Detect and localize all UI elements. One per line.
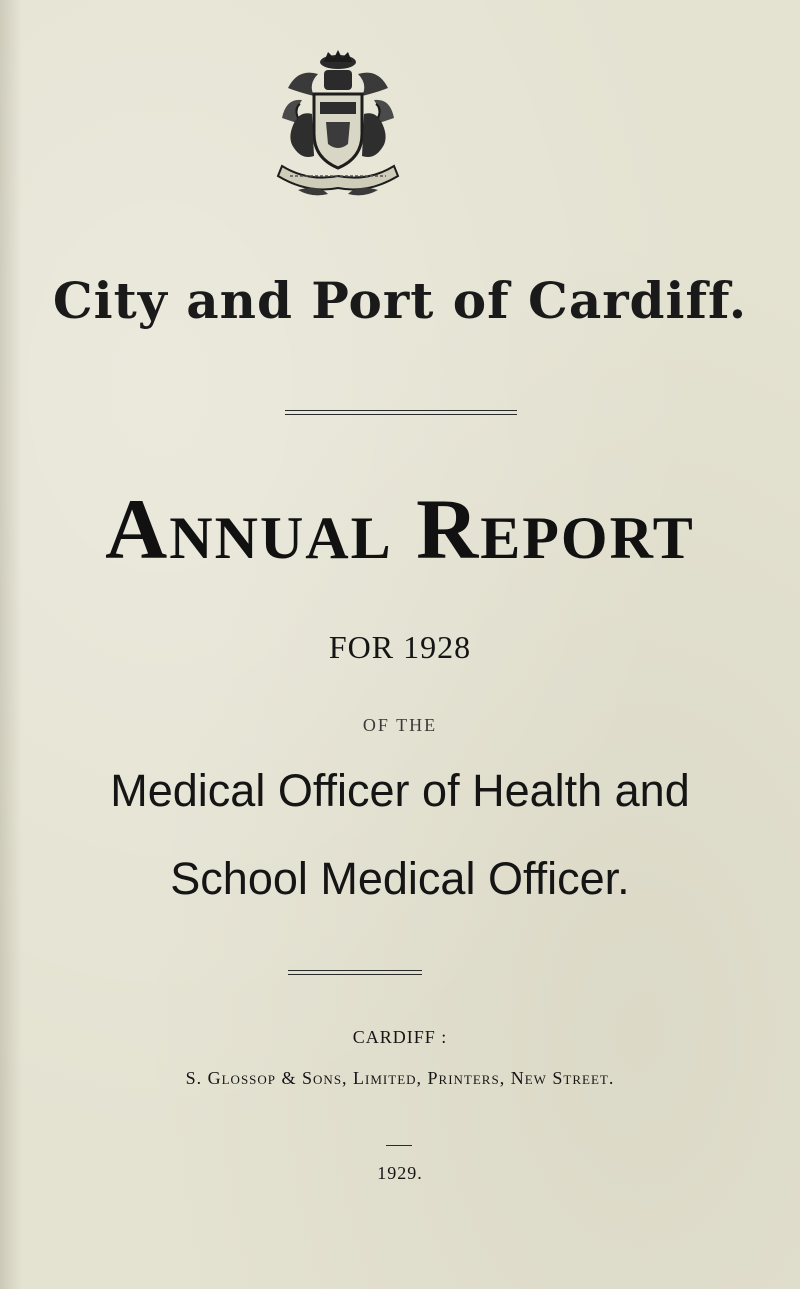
coat-of-arms-icon	[268, 48, 408, 198]
imprint-printer: S. Glossop & Sons, Limited, Printers, New Street.	[185, 1068, 615, 1088]
imprint-year: 1929.	[377, 1163, 423, 1183]
report-year: FOR 1928	[328, 629, 472, 665]
city-title: City and Port of Cardiff.	[52, 271, 748, 330]
upper-rule	[285, 410, 517, 411]
year-rule	[386, 1145, 412, 1146]
of-the-label: OF THE	[362, 715, 438, 735]
lower-rule	[288, 970, 422, 971]
annual-report-title: Annual Report	[105, 481, 695, 577]
officer-title-line-1: Medical Officer of Health and	[110, 765, 690, 816]
officer-title-line-2: School Medical Officer.	[170, 853, 630, 904]
upper-rule-double	[285, 414, 517, 415]
imprint-city: CARDIFF :	[352, 1027, 448, 1047]
lower-rule-double	[288, 974, 422, 975]
